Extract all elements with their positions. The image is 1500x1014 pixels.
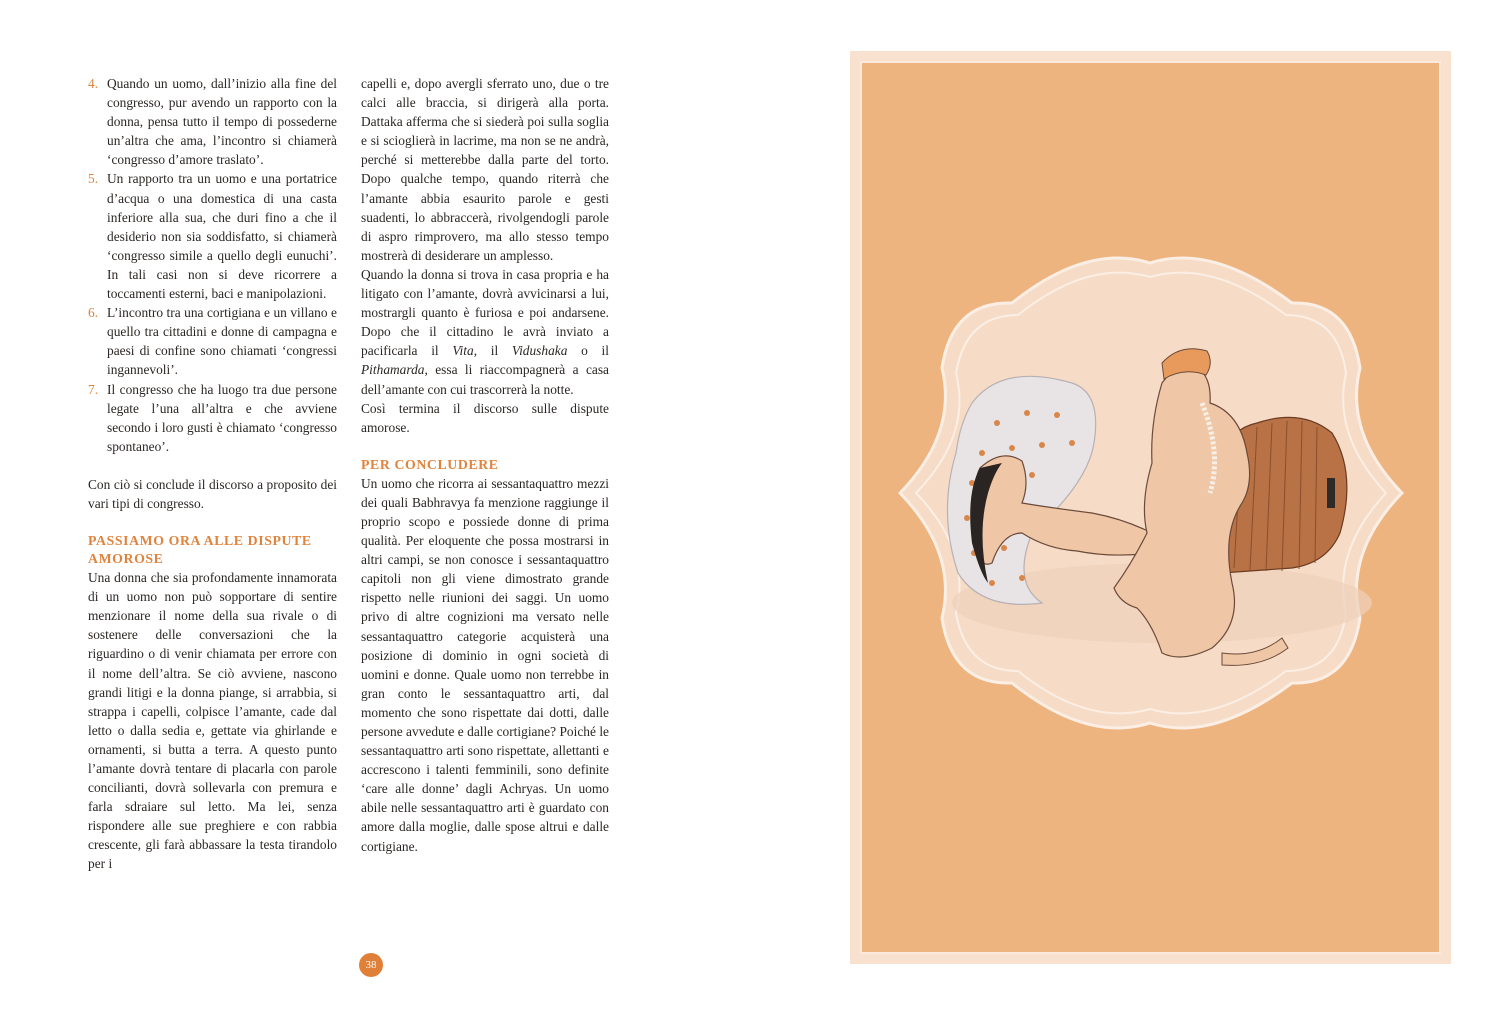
- illustration-scene: [862, 63, 1439, 952]
- term-vidushaka: Vidushaka: [511, 343, 568, 359]
- term-pithamarda: Pithamarda: [361, 362, 425, 378]
- page-number: 38: [359, 953, 383, 977]
- list-item: [88, 74, 337, 169]
- term-vita: Vita: [452, 343, 474, 359]
- item-text: Il congresso che ha luogo tra due persone legate l’una all’altra e che avviene secondo i loro gusti è chiamato ‘congresso spontaneo’.: [107, 381, 337, 454]
- body-paragraph: capelli e, dopo avergli sferrato uno, due o tre calci alle braccia, si dirigerà alla porta. Dattaka afferma che si siederà poi sulla soglia e si scioglierà in lacrime, ma non se ne andrà, perché si metterebbe dalla parte del torto. Dopo qualche tempo, quando riterrà che l’amante abbia esaurito parole e gesti suadenti, lo abbraccerà, rivolgendogli parole di aspro rimprovero, ma allo stesso tempo mostrerà di desiderare un amplesso.: [361, 76, 609, 263]
- list-item: [88, 169, 337, 303]
- section-heading: PER CONCLUDERE: [361, 456, 499, 472]
- illustration-panel: [850, 51, 1451, 964]
- item-number: 4.: [88, 76, 99, 91]
- section-heading: PASSIAMO ORA ALLE DISPUTE AMOROSE: [88, 533, 312, 567]
- list-item: [88, 380, 337, 456]
- body-paragraph: Un uomo che ricorra ai sessantaquattro mezzi dei quali Babhravya fa menzione raggiunge il proprio scopo e possiede donne di prima qualità. Per eloquente che possa mostrarsi in altri campi, se non conosce i sessantaquattro capitoli non gli viene dimostrato grande rispetto nelle riunioni dei saggi. Un uomo privo di altre cognizioni ma versato nelle sessantaquattro categorie acquisterà una posizione di dominio in ogni società di uomini e donne. Quale uomo non terrebbe in gran conto le sessantaquattro arti, dal momento che sono rispettate dai dotti, dalle persone avvedute e dalle cortigiane? Poiché le sessantaquattro arti sono rispettate, allettanti e accrescono i talenti femminili, sono definite ‘care alle donne’ dagli Achryas. Un uomo abile nelle sessantaquattro arti è guardato con amore dalla moglie, dalle spose altrui e dalle cortigiane.: [361, 475, 609, 854]
- item-text: Un rapporto tra un uomo e una portatrice d’acqua o una domestica di una casta inferiore alla sua, che duri fino a che il desiderio non sia soddisfatto, si chiamerà ‘congresso simile a quello degli eunuchi’. In tali casi non si deve ricorrere a toccamenti esterni, baci e manipolazioni.: [107, 171, 337, 302]
- body-paragraph: Una donna che sia profondamente innamorata di un uomo non può sopportare di sentire menzionare il nome della sua rivale o di sostenere delle conversazioni che la riguardino o di venir chiamata per errore con il nome dell’altra. Se ciò avviene, nascono grandi litigi e la donna piange, si arrabbia, si strappa i capelli, colpisce l’amante, cade dal letto o dalla sedia e, gettate via ghirlande e ornamenti, si butta a terra. A questo punto l’amante dovrà tentare di placarla con parole concilianti, dovrà sollevarla con premura e farla sdraiare sul letto. Ma lei, senza rispondere alle sue preghiere e con rabbia crescente, gli farà abbassare la testa tirandolo per i: [88, 570, 337, 872]
- item-number: 7.: [88, 381, 99, 397]
- item-number: 6.: [88, 305, 99, 321]
- conclusion-paragraph: Con ciò si conclude il discorso a proposito dei vari tipi di congresso.: [88, 476, 337, 511]
- body-paragraph: Così termina il discorso sulle dispute amorose.: [361, 400, 609, 435]
- list-item: [88, 303, 337, 379]
- illustration-frame: [862, 63, 1439, 952]
- item-number: 5.: [88, 171, 99, 187]
- item-text: Quando un uomo, dall’inizio alla fine del congresso, pur avendo un rapporto con la donna, pensa tutto il tempo di possederne un’altra che ama, l’incontro si chiamerà ‘congresso d’amore traslato’.: [107, 76, 337, 168]
- middle-text-column: [361, 74, 609, 856]
- item-text: L’incontro tra una cortigiana e un villano e quello tra cittadini e donne di campagna e paesi di confine sono chiamati ‘congressi ingannevoli’.: [107, 305, 337, 378]
- body-paragraph: Quando la donna si trova in casa propria e ha litigato con l’amante, dovrà avvicinarsi a lui, mostrargli quanto è furiosa e poi andarsene. Dopo che il cittadino le avrà inviato a pacificarla il Vita, il Vidushaka o il Pithamarda, essa li riaccompagnerà a casa dell’amante con cui trascorrerà la notte.: [361, 266, 609, 397]
- left-text-column: [88, 74, 337, 874]
